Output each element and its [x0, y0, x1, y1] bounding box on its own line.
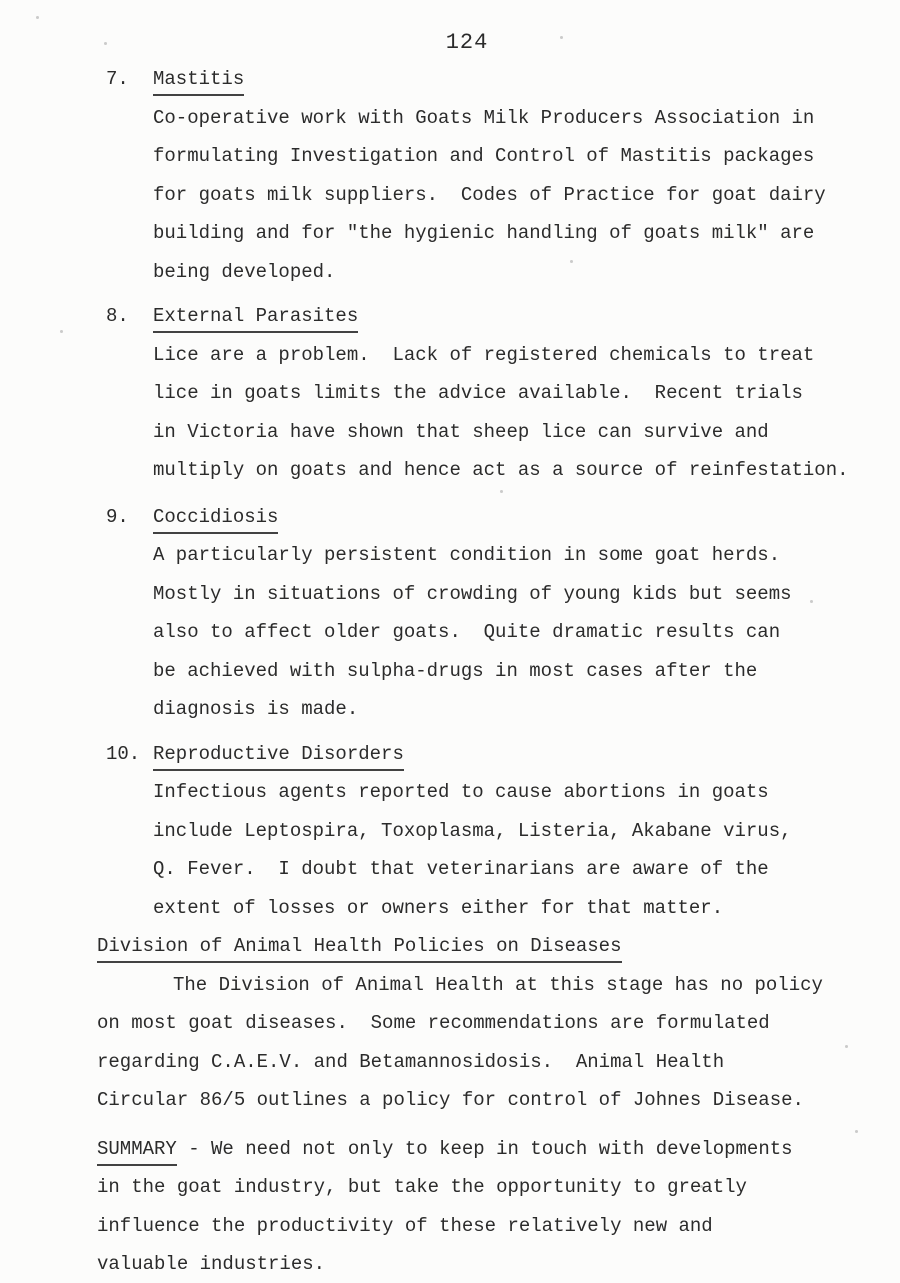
- summary-first-line: [97, 1130, 870, 1169]
- body-line: for goats milk suppliers. Codes of Practice for goat dairy: [153, 183, 826, 206]
- body-line: also to affect older goats. Quite dramatic results can: [153, 621, 781, 643]
- body-line: The Division of Animal Health at this stage has no policy: [173, 973, 823, 996]
- section-heading: [106, 297, 870, 336]
- section-reproductive-disorders: [106, 735, 870, 928]
- body-line: building and for "the hygienic handling of goats milk" are: [153, 222, 815, 244]
- body-line: multiply on goats and hence act as a source of reinfestation.: [153, 459, 849, 481]
- body-line: in the goat industry, but take the opportunity to greatly: [97, 1176, 747, 1198]
- body-line: be achieved with sulpha-drugs in most cases after the: [153, 659, 758, 682]
- body-line: diagnosis is made.: [153, 698, 359, 720]
- section-heading: [106, 60, 870, 99]
- body-line: extent of losses or owners either for that matter.: [153, 896, 724, 919]
- section-external-parasites: [106, 297, 870, 490]
- section-division-policies: [97, 927, 870, 1120]
- body-line: lice in goats limits the advice available. Recent trials: [153, 382, 803, 404]
- section-body: [153, 536, 870, 729]
- section-coccidiosis: [106, 498, 870, 729]
- body-line: formulating Investigation and Control of Mastitis packages: [153, 145, 815, 167]
- page-content: [97, 60, 870, 1283]
- body-line: being developed.: [153, 260, 336, 283]
- scan-speck: [36, 16, 39, 19]
- section-body: [153, 773, 870, 927]
- section-title: External Parasites: [153, 301, 358, 333]
- body-line: on most goat diseases. Some recommendations are formulated: [97, 1012, 770, 1034]
- section-number: 10.: [106, 742, 141, 765]
- section-heading: [106, 735, 870, 774]
- body-line: include Leptospira, Toxoplasma, Listeria, Akabane virus,: [153, 819, 792, 842]
- section-mastitis: [106, 60, 870, 291]
- section-title: Coccidiosis: [153, 502, 278, 534]
- body-line: Circular 86/5 outlines a policy for control of Johnes Disease.: [97, 1089, 804, 1111]
- body-line: in Victoria have shown that sheep lice can survive and: [153, 420, 769, 443]
- section-summary: [97, 1130, 870, 1283]
- section-body: [97, 966, 870, 1120]
- body-line: influence the productivity of these relatively new and: [97, 1214, 713, 1237]
- section-body: [153, 336, 870, 490]
- scan-speck: [60, 330, 63, 333]
- body-line: Lice are a problem. Lack of registered chemicals to treat: [153, 343, 815, 366]
- scan-speck: [560, 36, 563, 39]
- section-title: Reproductive Disorders: [153, 739, 404, 771]
- section-body: [153, 99, 870, 292]
- body-line: A particularly persistent condition in some goat herds.: [153, 544, 781, 566]
- page-number: 124: [445, 30, 489, 55]
- section-title: Mastitis: [153, 64, 244, 96]
- summary-first-line-text: - We need not only to keep in touch with developments: [176, 1137, 793, 1160]
- section-heading: [97, 927, 870, 966]
- body-line: Infectious agents reported to cause abortions in goats: [153, 781, 769, 803]
- scan-speck: [104, 42, 107, 45]
- body-line: Co-operative work with Goats Milk Producers Association in: [153, 106, 815, 129]
- body-line: regarding C.A.E.V. and Betamannosidosis. Animal Health: [97, 1050, 725, 1073]
- section-title: Division of Animal Health Policies on Diseases: [97, 931, 622, 963]
- body-line: Q. Fever. I doubt that veterinarians are aware of the: [153, 858, 769, 880]
- section-number: 8.: [106, 305, 129, 327]
- body-line: Mostly in situations of crowding of young kids but seems: [153, 582, 792, 605]
- summary-label: SUMMARY: [97, 1134, 177, 1166]
- section-number: 7.: [106, 68, 129, 90]
- section-number: 9.: [106, 505, 129, 528]
- body-line: valuable industries.: [97, 1253, 326, 1275]
- section-heading: [106, 498, 870, 537]
